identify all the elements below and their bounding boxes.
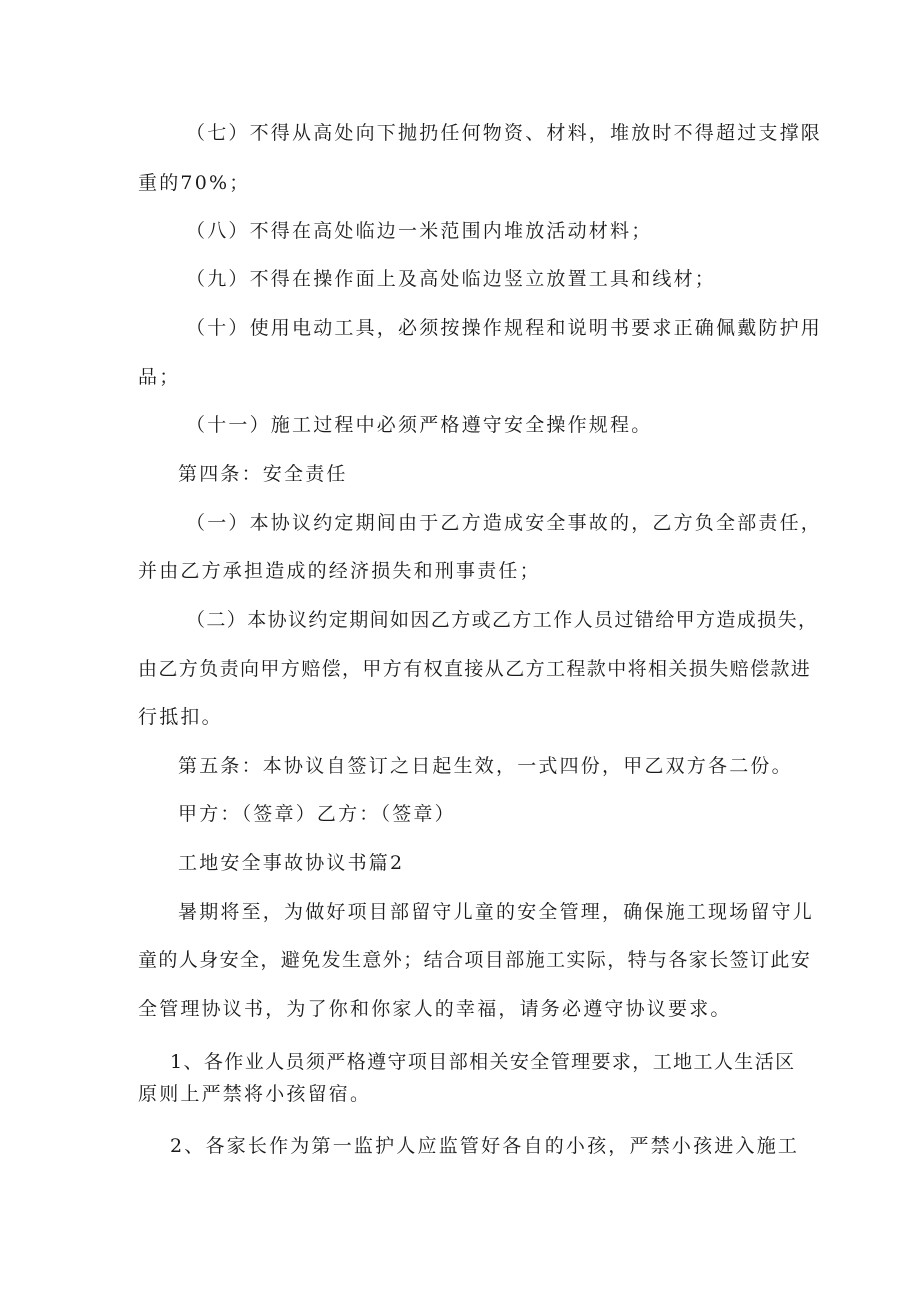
clause-7-line-2: 重的70%； xyxy=(138,172,251,194)
intro-line-1: 暑期将至，为做好项目部留守儿童的安全管理，确保施工现场留守儿 xyxy=(178,901,815,923)
responsibility-1-line-2: 并由乙方承担造成的经济损失和刑事责任； xyxy=(138,560,541,582)
article-5: 第五条：本协议自签订之日起生效，一式四份，甲乙双方各二份。 xyxy=(178,755,793,777)
clause-10-line-1: （十）使用电动工具，必须按操作规程和说明书要求正确佩戴防护用 xyxy=(186,317,823,339)
responsibility-2-line-2: 由乙方负责向甲方赔偿，甲方有权直接从乙方工程款中将相关损失赔偿款进 xyxy=(138,658,812,680)
signature-line: 甲方：（签章）乙方：（签章） xyxy=(178,803,456,825)
responsibility-2-line-3: 行抵扣。 xyxy=(138,706,223,728)
rule-1-line-1: 1、各作业人员须严格遵守项目部相关安全管理要求，工地工人生活区 xyxy=(170,1051,796,1073)
clause-11: （十一）施工过程中必须严格遵守安全操作规程。 xyxy=(186,414,653,436)
intro-line-2: 童的人身安全，避免发生意外；结合项目部施工实际，特与各家长签订此安 xyxy=(138,949,812,971)
clause-7-line-1: （七）不得从高处向下抛扔任何物资、材料，堆放时不得超过支撑限 xyxy=(186,122,823,144)
section-title-part-2: 工地安全事故协议书篇2 xyxy=(178,852,405,874)
rule-1-line-2: 原则上严禁将小孩留宿。 xyxy=(138,1083,372,1105)
clause-10-line-2: 品； xyxy=(138,366,181,388)
responsibility-2-line-1: （二）本协议约定期间如因乙方或乙方工作人员过错给甲方造成损失， xyxy=(186,609,819,631)
clause-8: （八）不得在高处临边一米范围内堆放活动材料； xyxy=(186,220,653,242)
rule-2-line-1: 2、各家长作为第一监护人应监管好各自的小孩，严禁小孩进入施工 xyxy=(170,1135,800,1157)
clause-9: （九）不得在操作面上及高处临边竖立放置工具和线材； xyxy=(186,268,717,290)
article-4-heading: 第四条：安全责任 xyxy=(178,463,348,485)
responsibility-1-line-1: （一）本协议约定期间由于乙方造成安全事故的，乙方负全部责任， xyxy=(186,512,823,534)
intro-line-3: 全管理协议书，为了你和你家人的幸福，请务必遵守协议要求。 xyxy=(138,998,732,1020)
